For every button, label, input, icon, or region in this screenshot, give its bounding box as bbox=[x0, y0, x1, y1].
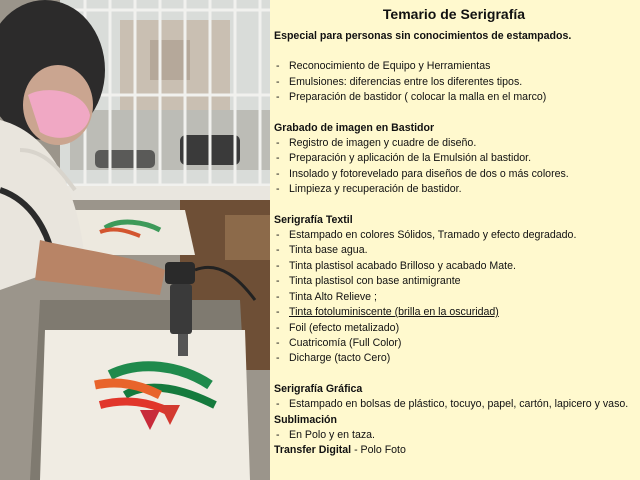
list-item-text: Tinta fotoluminiscente (brilla en la oscuridad) bbox=[289, 306, 499, 319]
spacer bbox=[274, 367, 634, 382]
spacer bbox=[274, 198, 634, 213]
spacer bbox=[274, 44, 634, 59]
dash-bullet: - bbox=[276, 321, 280, 334]
list-item bbox=[274, 75, 634, 90]
list-item-text: Tinta Alto Relieve ; bbox=[289, 290, 377, 303]
list-item bbox=[274, 321, 634, 336]
dash-bullet: - bbox=[276, 306, 280, 319]
list-item bbox=[274, 274, 634, 289]
transfer-line bbox=[274, 443, 634, 458]
list-item bbox=[274, 151, 634, 166]
dash-bullet: - bbox=[276, 275, 280, 288]
list-item bbox=[274, 59, 634, 74]
section-heading-grabado: Grabado de imagen en Bastidor bbox=[274, 121, 435, 134]
list-item bbox=[274, 182, 634, 197]
list-item-text: Foil (efecto metalizado) bbox=[289, 321, 400, 334]
dash-bullet: - bbox=[276, 336, 280, 349]
list-item bbox=[274, 136, 634, 151]
list-item-text: Preparación y aplicación de la Emulsión al bastidor. bbox=[289, 152, 532, 165]
list-item bbox=[274, 290, 634, 305]
list-item-text: En Polo y en taza. bbox=[289, 428, 375, 441]
list-item-text: Tinta plastisol acabado Brilloso y acabado Mate. bbox=[289, 259, 516, 272]
dash-bullet: - bbox=[276, 60, 280, 73]
dash-bullet: - bbox=[276, 167, 280, 180]
list-item-text: Tinta plastisol con base antimigrante bbox=[289, 275, 461, 288]
dash-bullet: - bbox=[276, 352, 280, 365]
textil-list bbox=[274, 228, 634, 367]
transfer-detail: Polo Foto bbox=[360, 444, 406, 457]
list-item-text: Tinta base agua. bbox=[289, 244, 368, 257]
screen-printing-photo bbox=[0, 0, 270, 480]
list-item-text: Emulsiones: diferencias entre los diferentes tipos. bbox=[289, 75, 523, 88]
intro-heading: Especial para personas sin conocimientos de estampados. bbox=[274, 30, 572, 42]
list-item bbox=[274, 305, 634, 320]
spacer bbox=[274, 106, 634, 121]
list-item-text: Estampado en colores Sólidos, Tramado y efecto degradado. bbox=[289, 229, 577, 242]
list-item-text: Estampado en bolsas de plástico, tocuyo, papel, cartón, lapicero y vaso. bbox=[289, 398, 629, 411]
dash-bullet: - bbox=[276, 229, 280, 242]
list-item bbox=[274, 397, 634, 412]
list-item bbox=[274, 243, 634, 258]
dash-bullet: - bbox=[276, 152, 280, 165]
dash-bullet: - bbox=[276, 137, 280, 150]
dash-bullet: - bbox=[276, 428, 280, 441]
dash-bullet: - bbox=[276, 183, 280, 196]
list-item bbox=[274, 428, 634, 443]
list-item-text: Dicharge (tacto Cero) bbox=[289, 352, 391, 365]
syllabus-title: Temario de Serigrafía bbox=[382, 6, 526, 22]
section-heading-grafica: Serigrafía Gráfica bbox=[274, 382, 363, 395]
list-item-text: Reconocimiento de Equipo y Herramientas bbox=[289, 60, 491, 73]
list-item-text: Limpieza y recuperación de bastidor. bbox=[289, 183, 462, 196]
dash-bullet: - bbox=[276, 244, 280, 257]
list-item bbox=[274, 259, 634, 274]
transfer-separator: - bbox=[351, 444, 361, 457]
intro-list bbox=[274, 59, 634, 105]
list-item-text: Preparación de bastidor ( colocar la malla en el marco) bbox=[289, 91, 547, 104]
list-item-text: Registro de imagen y cuadre de diseño. bbox=[289, 137, 477, 150]
dash-bullet: - bbox=[276, 91, 280, 104]
list-item-text: Insolado y fotorevelado para diseños de dos o más colores. bbox=[289, 167, 569, 180]
list-item bbox=[274, 336, 634, 351]
list-item-text: Cuatricomía (Full Color) bbox=[289, 336, 402, 349]
section-heading-sublimacion: Sublimación bbox=[274, 413, 337, 426]
list-item bbox=[274, 167, 634, 182]
dash-bullet: - bbox=[276, 398, 280, 411]
photo-illustration bbox=[0, 0, 270, 480]
grabado-list bbox=[274, 136, 634, 198]
syllabus-panel bbox=[270, 0, 640, 480]
sublimacion-list bbox=[274, 428, 634, 443]
dash-bullet: - bbox=[276, 259, 280, 272]
transfer-heading: Transfer Digital bbox=[274, 444, 352, 457]
list-item bbox=[274, 228, 634, 243]
section-heading-textil: Serigrafía Textil bbox=[274, 213, 353, 226]
list-item bbox=[274, 90, 634, 105]
list-item bbox=[274, 351, 634, 366]
dash-bullet: - bbox=[276, 75, 280, 88]
dash-bullet: - bbox=[276, 290, 280, 303]
grafica-list bbox=[274, 397, 634, 412]
